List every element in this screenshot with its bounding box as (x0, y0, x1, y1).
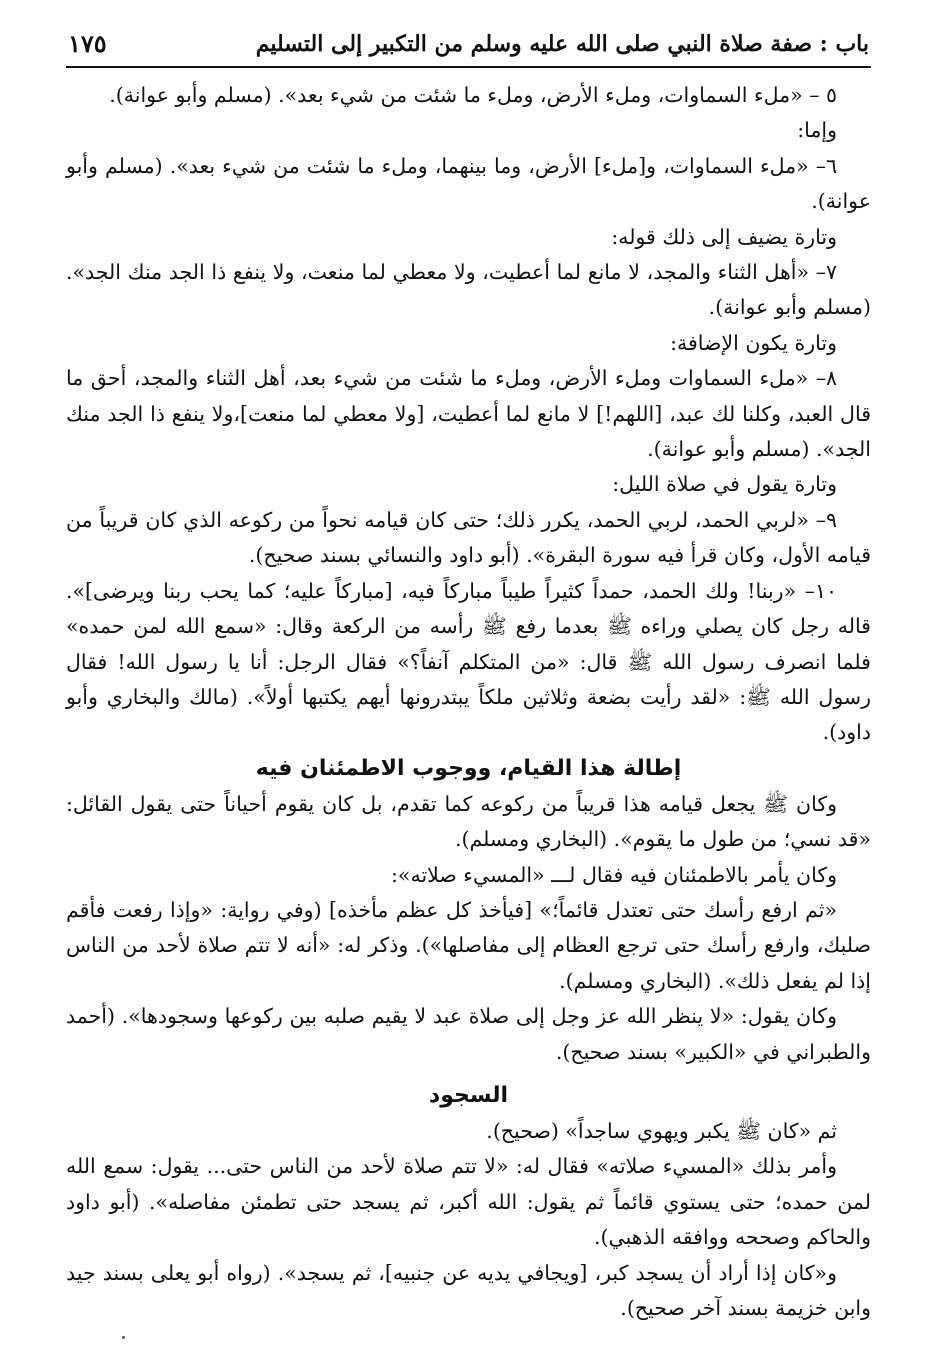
paragraph-text: وكان يأمر بالاطمئنان فيه فقال لـــ «المسيء صلاته»: (391, 862, 837, 887)
paragraph-text: وكان يقول: «لا ينظر الله عز وجل إلى صلاة عبد لا يقيم صلبه بين ركوعها وسجودها». (أحمد والطبراني في «الكبير» بسند صحيح). (66, 1004, 871, 1064)
hadith-item-6: ٦– «ملء السماوات، و[ملء] الأرض، وما بينهما، وملء ما شئت من شيء بعد». (مسلم وأبو عوانة). (66, 153, 871, 214)
paragraph-text: «ثم ارفع رأسك حتى تعتدل قائماً؛» [فيأخذ كل عظم مأخذه] (وفي رواية: «وإذا رفعت فأقم صلبك، وارفع رأسك حتى ترجع العظام إلى مفاصلها»). وذكر له: «أنه لا تتم صلاة لأحد من الناس إذا لم يفعل ذلك». (البخاري ومسلم). (66, 897, 871, 993)
page-number: ١٧٥ (68, 29, 107, 58)
hadith-item-7: ٧– «أهل الثناء والمجد، لا مانع لما أعطيت، ولا معطي لما منعت، ولا ينفع ذا الجد منك الجد». (مسلم وأبو عوانة). (66, 260, 871, 320)
paragraph-text: ثم «كان ﷺ يكبر ويهوي ساجداً» (صحيح). (486, 1118, 837, 1143)
paragraph-text: و«كان إذا أراد أن يسجد كبر، [ويجافي يديه عن جنبيه]، ثم يسجد». (رواه أبو يعلى بسند جيد وابن خزيمة بسند آخر صحيح). (66, 1260, 871, 1320)
section-title-sujud: السجود (428, 1082, 509, 1108)
hadith-item-10: ١٠– «ربنا! ولك الحمد، حمداً كثيراً طيباً مباركاً فيه، [مباركاً عليه؛ كما يحب ربنا ويرضى]». قاله رجل كان يصلي وراءه ﷺ بعدما رفع ﷺ رأسه من الركعة وقال: «سمع الله لمن حمده» فلما انصرف رسول الله ﷺ قال: «من المتكلم آنفاً؟» فقال الرجل: أنا يا رسول الله! فقال رسول الله ﷺ: «لقد رأيت بضعة وثلاثين ملكاً يبتدرونها أيهم يكتبها أولاً». (مالك والبخاري وأبو داود). (66, 578, 871, 745)
running-header (66, 28, 871, 68)
paragraph-text: وتارة يكون الإضافة: (670, 330, 837, 355)
print-dot-mark (122, 1336, 125, 1339)
paragraph-text: وإما: (797, 118, 837, 143)
hadith-item-5: ٥ – «ملء السماوات، وملء الأرض، وملء ما شئت من شيء بعد». (مسلم وأبو عوانة). (109, 83, 837, 107)
paragraph-text: وكان ﷺ يجعل قيامه هذا قريباً من ركوعه كما تقدم، بل كان يقوم أحياناً حتى يقول القائل: «قد نسي؛ من طول ما يقوم». (البخاري ومسلم). (66, 791, 871, 852)
running-title: باب : صفة صلاة النبي صلى الله عليه وسلم من التكبير إلى التسليم (255, 31, 869, 57)
paragraph-text: وتارة يضيف إلى ذلك قوله: (611, 224, 837, 249)
paragraph-text: وأمر بذلك «المسيء صلاته» فقال له: «لا تتم صلاة لأحد من الناس حتى... يقول: سمع الله لمن حمده؛ حتى يستوي قائماً ثم يقول: الله أكبر، ثم يسجد حتى تطمئن مفاصله». (أبو داود والحاكم وصححه ووافقه الذهبي). (66, 1154, 871, 1250)
hadith-item-8: ٨– «ملء السماوات وملء الأرض، وملء ما شئت من شيء بعد، أهل الثناء والمجد، أحق ما قال العبد، وكلنا لك عبد، [اللهم!] لا مانع لما أعطيت، [ولا معطي لما منعت]،ولا ينفع ذا الجد منك الجد». (مسلم وأبو عوانة). (66, 366, 871, 462)
hadith-item-9: ٩– «لربي الحمد، لربي الحمد، يكرر ذلك؛ حتى كان قيامه نحواً من ركوعه الذي كان قريباً من قيامه الأول، وكان قرأ فيه سورة البقرة». (أبو داود والنسائي بسند صحيح). (66, 507, 871, 568)
document-body (66, 78, 871, 1326)
paragraph-text: وتارة يقول في صلاة الليل: (612, 472, 837, 497)
section-title-qiyam: إطالة هذا القيام، ووجوب الاطمئنان فيه (255, 755, 682, 781)
